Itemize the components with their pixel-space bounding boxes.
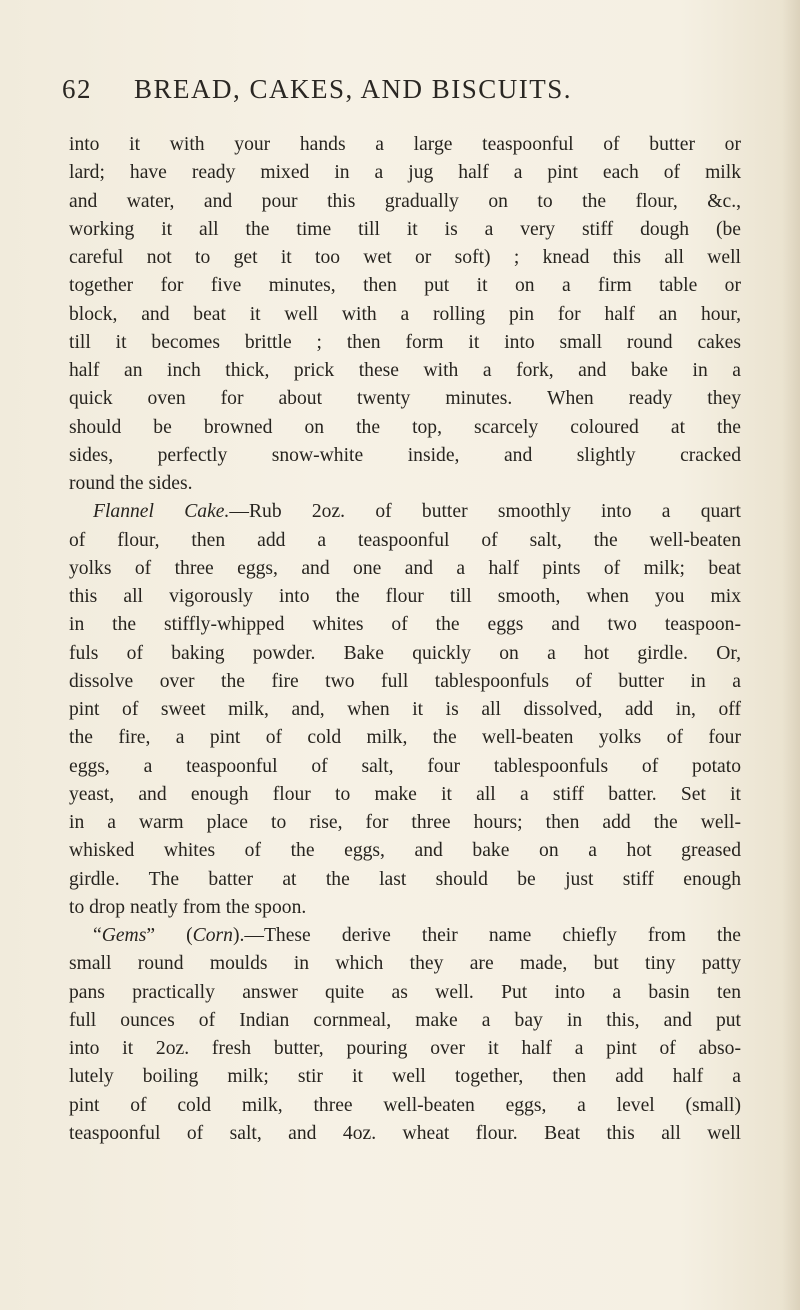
text-line: the fire, a pint of cold milk, the well-beaten yolks of four [69, 727, 741, 749]
text-line: should be browned on the top, scarcely coloured at the [69, 416, 741, 438]
page-edge-shadow [782, 0, 800, 1310]
text-line: working it all the time till it is a very stiff dough (be [69, 218, 741, 240]
text-line: in the stiffly-whipped whites of the eggs and two teaspoon- [69, 614, 741, 636]
recipe-title-gems: Gems [101, 925, 147, 946]
text-fragment: ).—These derive their name chiefly from the [232, 925, 741, 946]
text-line: block, and beat it well with a rolling pin for half an hour, [69, 303, 741, 325]
text-line: and water, and pour this gradually on to the flour, &c., [69, 190, 741, 212]
text-line: dissolve over the fire two full tablespoonfuls of butter in a [69, 670, 741, 692]
text-line: full ounces of Indian cornmeal, make a bay in this, and put [69, 1009, 741, 1031]
text-line: pint of cold milk, three well-beaten eggs, a level (small) [69, 1094, 741, 1116]
text-line: round the sides. [69, 473, 193, 494]
text-line: quick oven for about twenty minutes. When ready they [69, 388, 741, 410]
text-line: in a warm place to rise, for three hours; then add the well- [69, 812, 741, 833]
text-line: till it becomes brittle ; then form it into small round cakes [69, 331, 741, 353]
text-fragment: “ [93, 925, 102, 946]
body-text [69, 131, 741, 1148]
text-line: whisked whites of the eggs, and bake on a hot greased [69, 840, 741, 862]
text-line: of flour, then add a teaspoonful of salt, the well-beaten [69, 529, 741, 551]
text-fragment: —Rub 2oz. of butter smoothly into a quart [229, 501, 741, 523]
text-line-flannel-cake [69, 498, 741, 526]
text-fragment: ” ( [146, 925, 193, 946]
text-line: lard; have ready mixed in a jug half a pint each of milk [69, 162, 741, 184]
running-head: BREAD, CAKES, AND BISCUITS. [134, 74, 573, 104]
recipe-subtitle-corn: Corn [192, 925, 233, 946]
text-line: yeast, and enough flour to make it all a stiff batter. Set it [69, 783, 741, 805]
text-line: pans practically answer quite as well. Put into a basin ten [69, 981, 741, 1003]
text-line: careful not to get it too wet or soft) ; knead this all well [69, 247, 741, 268]
text-line: yolks of three eggs, and one and a half pints of milk; beat [69, 557, 741, 579]
text-line: together for five minutes, then put it on a firm table or [69, 275, 741, 297]
text-line: half an inch thick, prick these with a fork, and bake in a [69, 360, 741, 381]
page-header [62, 74, 682, 114]
recipe-title-flannel-cake: Flannel Cake. [93, 501, 230, 523]
text-line: teaspoonful of salt, and 4oz. wheat flour. Beat this all well [69, 1122, 741, 1144]
text-line: fuls of baking powder. Bake quickly on a hot girdle. Or, [69, 642, 741, 664]
text-line: lutely boiling milk; stir it well together, then add half a [69, 1066, 741, 1088]
text-line: girdle. The batter at the last should be just stiff enough [69, 868, 741, 890]
text-line: eggs, a teaspoonful of salt, four tablespoonfuls of potato [69, 755, 741, 777]
text-line: sides, perfectly snow-white inside, and slightly cracked [69, 444, 741, 466]
text-line: into it 2oz. fresh butter, pouring over it half a pint of abso- [69, 1038, 741, 1059]
text-line: this all vigorously into the flour till smooth, when you mix [69, 586, 741, 607]
text-line: to drop neatly from the spoon. [69, 896, 307, 918]
page-number: 62 [62, 74, 92, 104]
text-line: into it with your hands a large teaspoonful of butter or [69, 134, 741, 155]
text-line-gems [69, 922, 741, 950]
text-line: pint of sweet milk, and, when it is all dissolved, add in, off [69, 699, 741, 720]
text-line: small round moulds in which they are made, but tiny patty [69, 953, 741, 975]
